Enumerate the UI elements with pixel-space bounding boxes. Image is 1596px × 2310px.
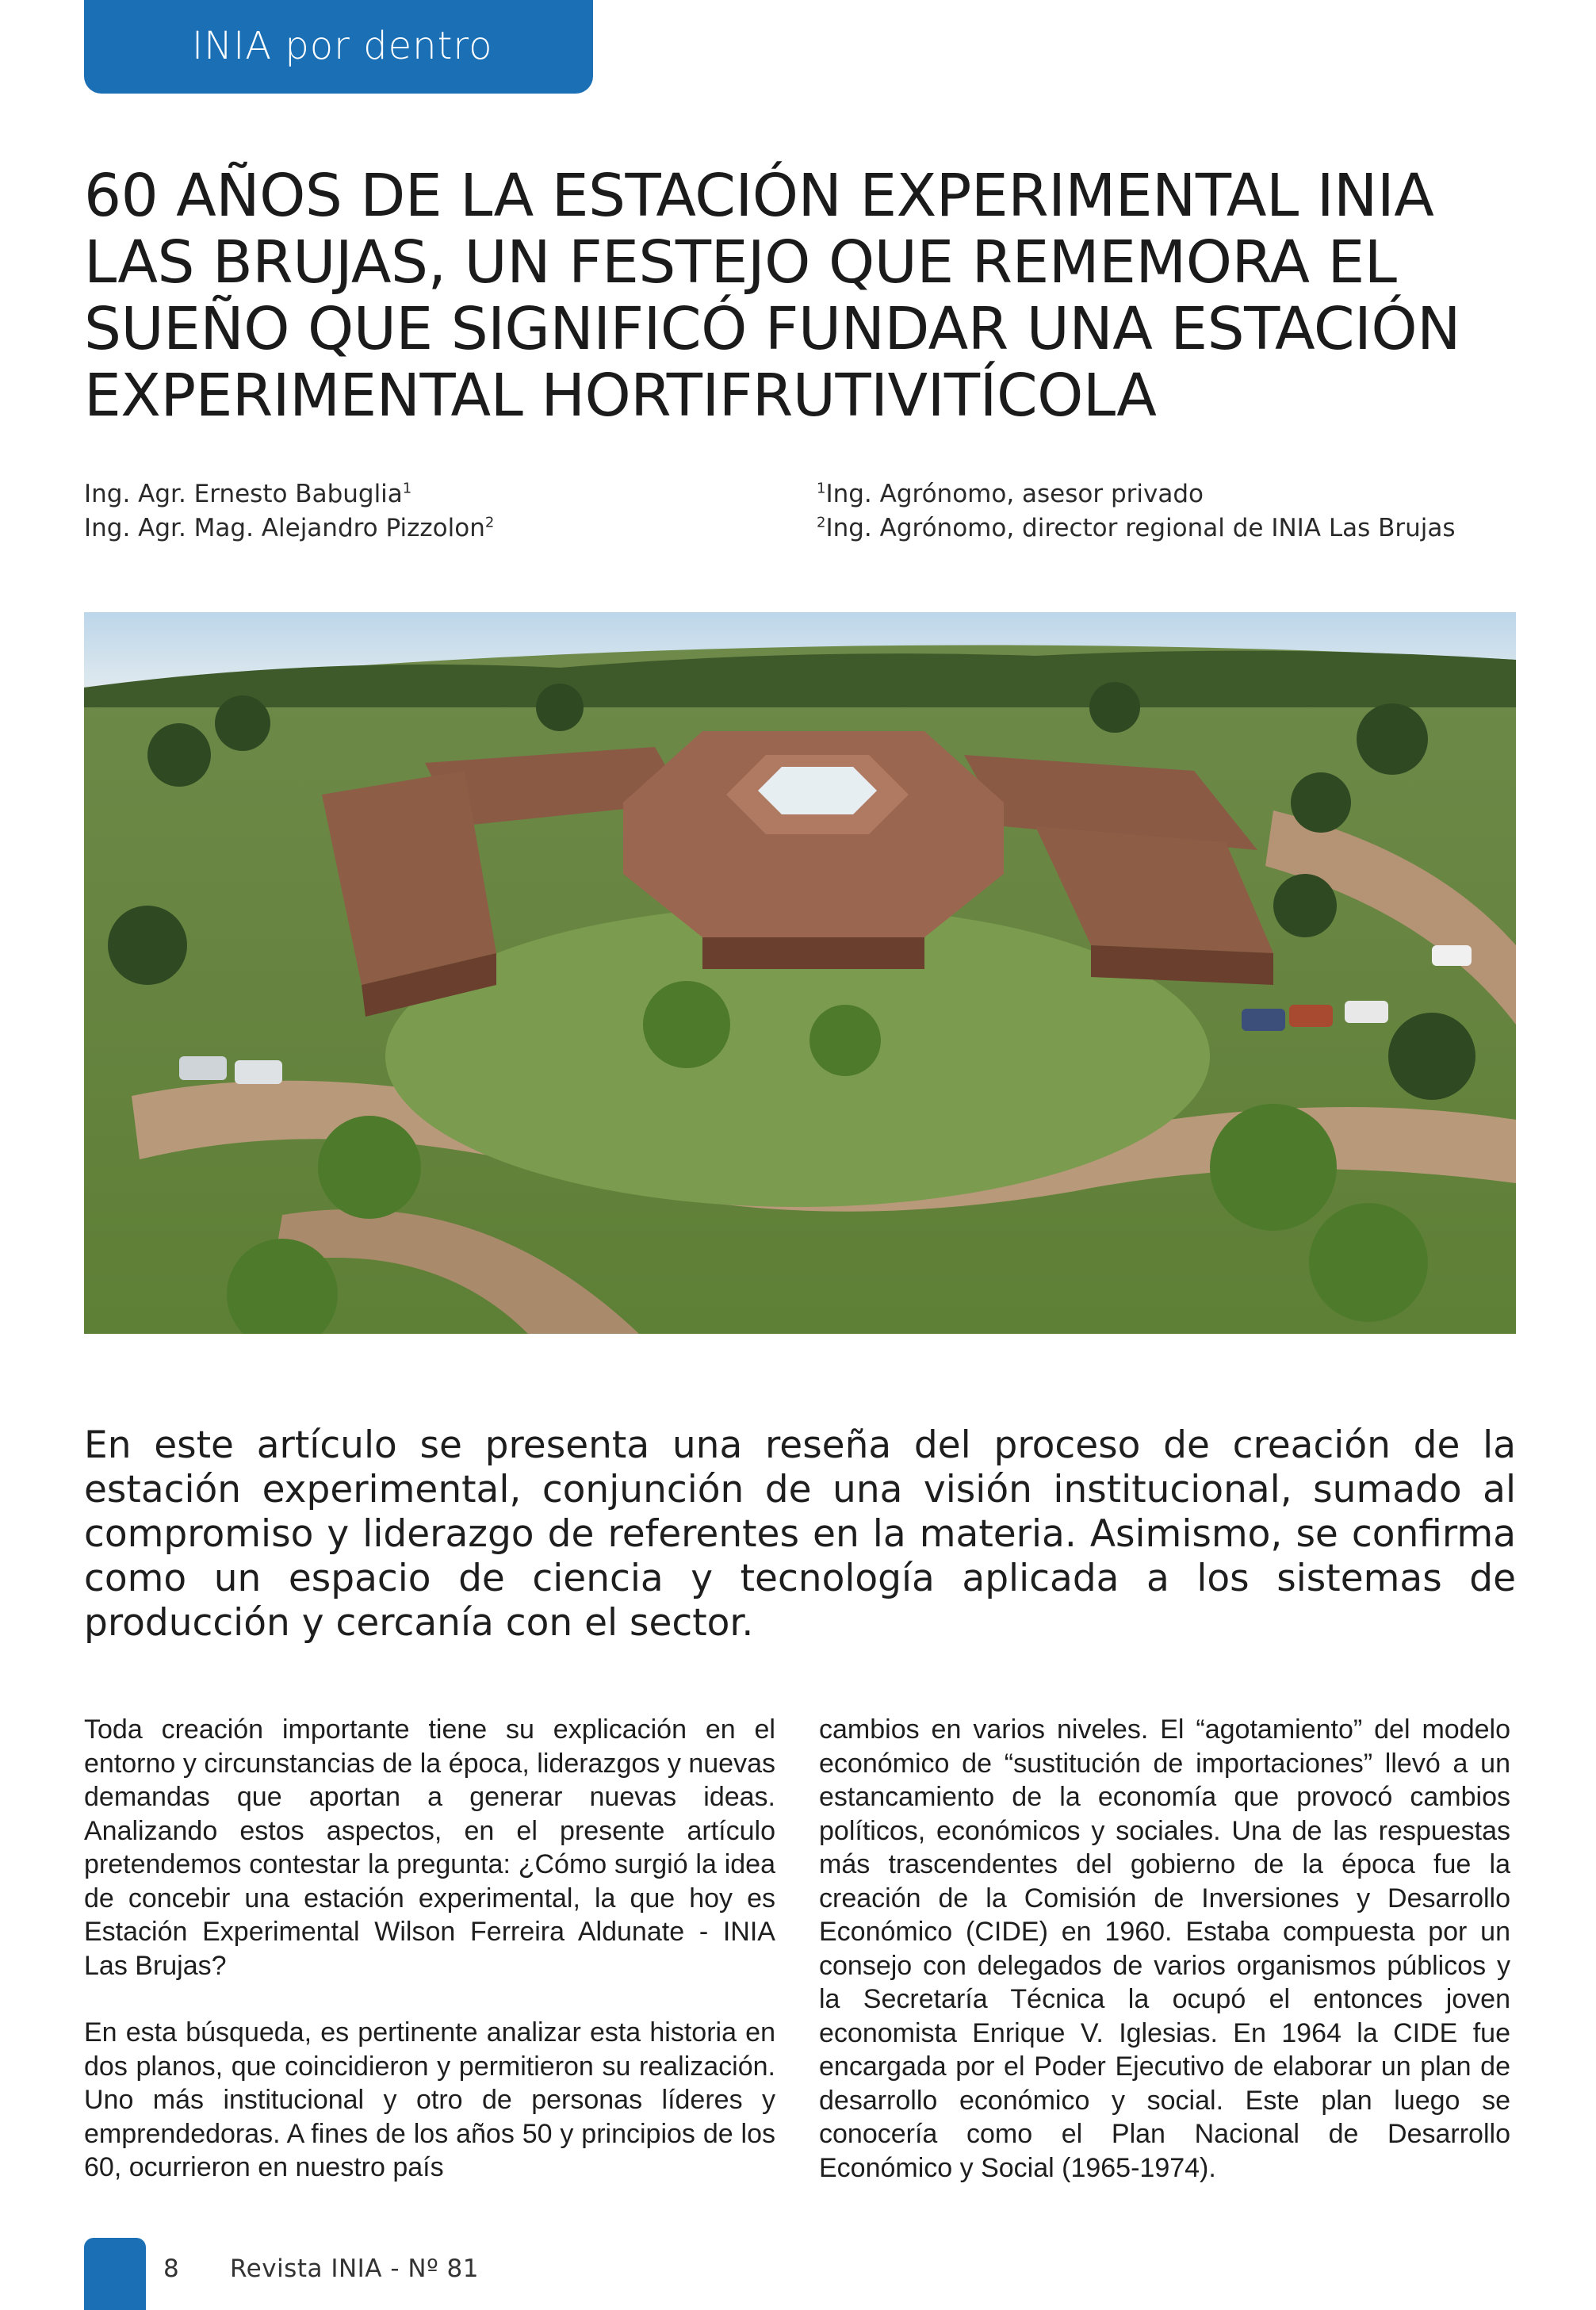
affiliation-item: $^2$Ing. Agrónomo, director regional de INIA Las Brujas — [817, 514, 1456, 542]
magazine-name: Revista INIA - Nº 81 — [230, 2254, 480, 2283]
affiliation-item: $^1$Ing. Agrónomo, asesor privado — [817, 480, 1204, 508]
affiliation-list — [817, 477, 1530, 546]
aerial-photo — [84, 612, 1516, 1334]
author-list — [84, 477, 734, 546]
body-paragraph: cambios en varios niveles. El “agotamiento” del modelo económico de “sustitución de importaciones” llevó a un estancamiento de la economía que provocó cambios políticos, económicos y sociales. Una de las respuestas más trascendentes del gobierno de la época fue la creación de la Comisión de Inversiones y Desarrollo Económico (CIDE) en 1960. Estaba compuesta por un consejo con delegados de varios organismos públicos y la Secretaría Técnica la ocupó el entonces joven economista Enrique V. Iglesias. En 1964 la CIDE fue encargada por el Poder Ejecutivo de elaborar un plan de desarrollo económico y social. Este plan luego se conocería como el Plan Nacional de Desarrollo Económico y Social (1965-1974). — [819, 1714, 1510, 2183]
article-title: 60 AÑOS DE LA ESTACIÓN EXPERIMENTAL INIA LAS BRUJAS, UN FESTEJO QUE REMEMORA EL SUEÑO QUE SIGNIFICÓ FUNDAR UNA ESTACIÓN EXPERIMENTAL HORTIFRUTIVITÍCOLA — [84, 162, 1460, 430]
section-label: INIA por dentro — [192, 24, 493, 68]
page-number: 8 — [163, 2254, 179, 2283]
aerial-photo-illustration — [84, 612, 1516, 1334]
lead-paragraph: En este artículo se presenta una reseña del proceso de creación de la estación experimental, conjunción de una visión institucional, sumado al compromiso y liderazgo de referentes en la materia. Asimismo, se confirma como un espacio de ciencia y tecnología aplicada a los sistemas de producción y cercanía con el sector. — [84, 1423, 1516, 1645]
author-item: Ing. Agr. Ernesto Babuglia$^1$ — [84, 480, 412, 508]
body-paragraph: Toda creación importante tiene su explicación en el entorno y circunstancias de la época, liderazgos y nuevas demandas que aportan a generar nuevas ideas. Analizando estos aspectos, en el presente artículo pretendemos contestar la pregunta: ¿Cómo surgió la idea de concebir una estación experimental, la que hoy es Estación Experimental Wilson Ferreira Aldunate - INIA Las Brujas? — [84, 1714, 775, 1981]
body-paragraph: En esta búsqueda, es pertinente analizar esta historia en dos planos, que coincidieron y permitieron su realización. Uno más institucional y otro de personas líderes y emprendedoras. A fines de los años 50 y principios de los 60, ocurrieron en nuestro país — [84, 2017, 775, 2182]
author-item: Ing. Agr. Mag. Alejandro Pizzolon$^2$ — [84, 514, 495, 542]
section-tab — [84, 0, 593, 94]
page-tab — [84, 2238, 146, 2310]
body-column-left — [84, 1713, 775, 2218]
body-column-right — [819, 1713, 1510, 2218]
